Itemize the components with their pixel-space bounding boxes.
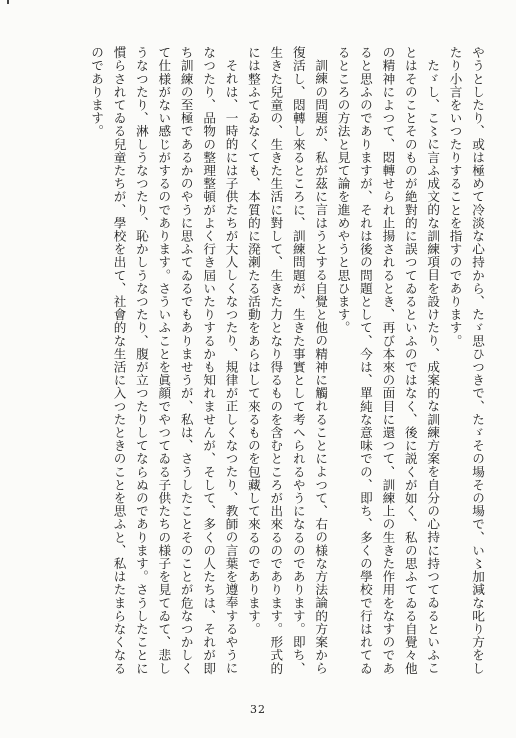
page-number: 32	[250, 703, 266, 716]
vertical-text-body	[18, 46, 488, 678]
paragraph-4: それは、一時的には子供たちが大人しくなつたり、規律が正しくなつたり、教師の言葉を遵奉するやうになつたり、品物の整理整頓がよく行き屆いたりするかも知れませんが、そして、多くの人たちは、それが即ち訓練の至極であるかのやうに思ふてゐるでもありませうが、私は、さうしたことそのことが危なつかしくて仕様がない感じがするのであります。さういふことを眞顔でやつてゐる子供たちの様子を見てゐて、悲しうなつたり、淋しうなつたり、恥かしうなつたり、腹が立つたりしてならぬのであります。さうしたことに慣らされてゐる兒童たちが、學校を出て、社會的な生活に入つたときのことを思ふと、私はたまらなくなるのであります。	[89, 46, 239, 675]
paragraph-2: たゞし、こ〻に言ふ成文的な訓練項目を設けたり、成案的な訓練方案を自分の心持に持つてゐるといふことはそのことそのものが絶對的に誤つてゐるといふのではなく、後に説くが如く、私の思ふてゐる自覺々他の精神によつて、悶轉せられ止揚されるとき、再び本來の面目に還つて、訓練上の生きた作用をなすのであると思ふのでありますが、それは後の問題として、今は、單純な意味での、即ち、多くの學校で行はれてゐるところの方法と見て論を進めやうと思ひます。	[335, 46, 441, 675]
scan-speck	[7, 0, 9, 4]
paragraph-1: やうとしたり、或は極めて冷淡な心持から、たゞ思ひつきで、たゞその場その場で、い〻加減な叱り方をしたり小言をいつたりすることを指すのであります。	[447, 46, 485, 675]
paragraph-3: 訓練の問題が、私が茲に言はうとする自覺と他の精神に觸れることによつて、右の様な方法論的方案から復活し、悶轉し來るところに、訓練問題が、生きた事實として考へられるやうになるのであります。即ち、生きた兒童の、生きた生活に對して、生きた力となり得るものを含むところが出來るのであります。形式的には整ふてゐなくても、本質的に溌溂たる活動をあらはして來るものを包藏して來るのであります。	[245, 46, 329, 675]
